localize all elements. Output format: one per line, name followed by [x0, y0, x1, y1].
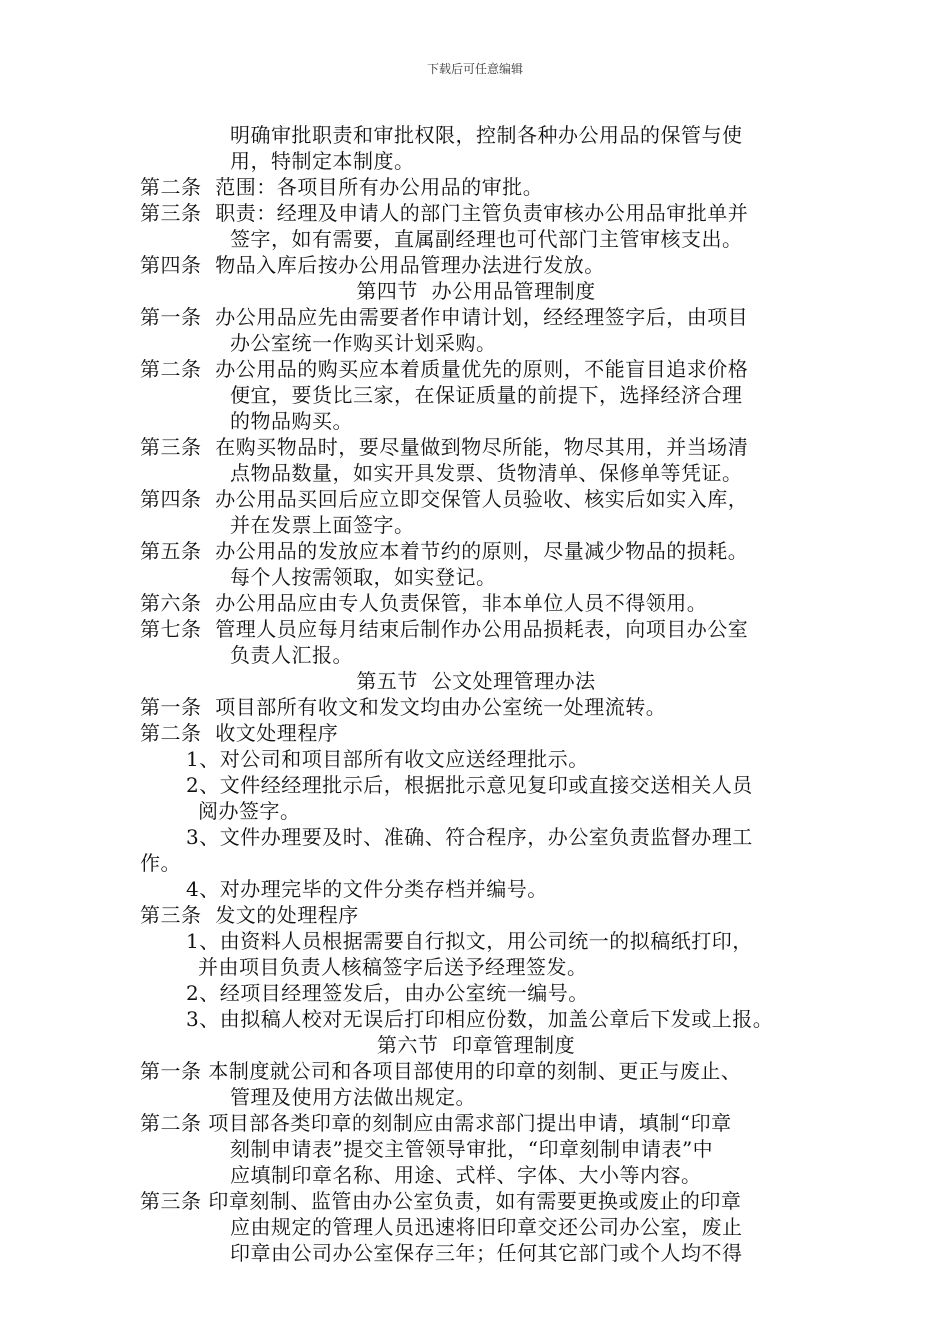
text-line: 第二条 办公用品的购买应本着质量优先的原则，不能盲目追求价格 — [140, 357, 749, 381]
text-line: 4、对办理完毕的文件分类存档并编号。 — [186, 877, 548, 901]
text-line: 第二条 收文处理程序 — [140, 721, 339, 745]
text-line: 第六条 办公用品应由专人负责保管，非本单位人员不得领用。 — [140, 591, 708, 615]
text-line: 2、文件经经理批示后，根据批示意见复印或直接交送相关人员 — [186, 773, 753, 797]
text-line: 每个人按需领取，如实登记。 — [230, 565, 497, 589]
text-line: 阅办签字。 — [198, 799, 301, 823]
text-line: 点物品数量，如实开具发票、货物清单、保修单等凭证。 — [230, 461, 743, 485]
document-body — [140, 122, 812, 1266]
text-line: 负责人汇报。 — [230, 643, 353, 667]
section-heading: 第五节 公文处理管理办法 — [356, 669, 596, 693]
text-line: 明确审批职责和审批权限，控制各种办公用品的保管与使 — [230, 123, 743, 147]
text-line: 第二条 范围：各项目所有办公用品的审批。 — [140, 175, 544, 199]
text-line: 1、对公司和项目部所有收文应送经理批示。 — [186, 747, 589, 771]
text-line: 应填制印章名称、用途、式样、字体、大小等内容。 — [230, 1163, 702, 1187]
text-line: 第一条 项目部所有收文和发文均由办公室统一处理流转。 — [140, 695, 667, 719]
text-line: 应由规定的管理人员迅速将旧印章交还公司办公室，废止 — [230, 1215, 743, 1239]
text-line: 便宜，要货比三家，在保证质量的前提下，选择经济合理 — [230, 383, 743, 407]
text-line: 用，特制定本制度。 — [230, 149, 415, 173]
text-line: 2、经项目经理签发后，由办公室统一编号。 — [186, 981, 589, 1005]
text-line: 办公室统一作购买计划采购。 — [230, 331, 497, 355]
text-line: 第一条 本制度就公司和各项目部使用的印章的刻制、更正与废止、 — [140, 1059, 742, 1083]
text-line: 第七条 管理人员应每月结束后制作办公用品损耗表，向项目办公室 — [140, 617, 749, 641]
text-line: 第三条 职责：经理及申请人的部门主管负责审核办公用品审批单并 — [140, 201, 749, 225]
text-line: 3、文件办理要及时、准确、符合程序，办公室负责监督办理工 — [186, 825, 753, 849]
text-line: 第四条 物品入库后按办公用品管理办法进行发放。 — [140, 253, 605, 277]
text-line: 第五条 办公用品的发放应本着节约的原则，尽量减少物品的损耗。 — [140, 539, 749, 563]
section-heading: 第四节 办公用品管理制度 — [356, 279, 596, 303]
text-line: 并在发票上面签字。 — [230, 513, 415, 537]
text-line: 印章由公司办公室保存三年；任何其它部门或个人均不得 — [230, 1241, 743, 1265]
text-line: 刻制申请表”提交主管领导审批，“印章刻制申请表”中 — [230, 1137, 714, 1161]
text-line: 第四条 办公用品买回后应立即交保管人员验收、核实后如实入库， — [140, 487, 749, 511]
page-header: 下载后可任意编辑 — [426, 62, 523, 76]
text-line: 1、由资料人员根据需要自行拟文，用公司统一的拟稿纸打印， — [186, 929, 753, 953]
text-line: 并由项目负责人核稿签字后送予经理签发。 — [198, 955, 588, 979]
text-line: 第三条 发文的处理程序 — [140, 903, 359, 927]
section-heading: 第六节 印章管理制度 — [376, 1033, 576, 1057]
text-line: 的物品购买。 — [230, 409, 353, 433]
text-line: 第一条 办公用品应先由需要者作申请计划，经经理签字后，由项目 — [140, 305, 749, 329]
text-line: 第三条 在购买物品时，要尽量做到物尽所能，物尽其用，并当场清 — [140, 435, 749, 459]
text-line: 第二条 项目部各类印章的刻制应由需求部门提出申请，填制“印章 — [140, 1111, 732, 1135]
text-line: 管理及使用方法做出规定。 — [230, 1085, 476, 1109]
text-line: 签字，如有需要，直属副经理也可代部门主管审核支出。 — [230, 227, 743, 251]
text-line: 第三条 印章刻制、监管由办公室负责，如有需要更换或废止的印章 — [140, 1189, 742, 1213]
text-line: 作。 — [140, 851, 181, 875]
text-line: 3、由拟稿人校对无误后打印相应份数，加盖公章后下发或上报。 — [186, 1007, 774, 1031]
